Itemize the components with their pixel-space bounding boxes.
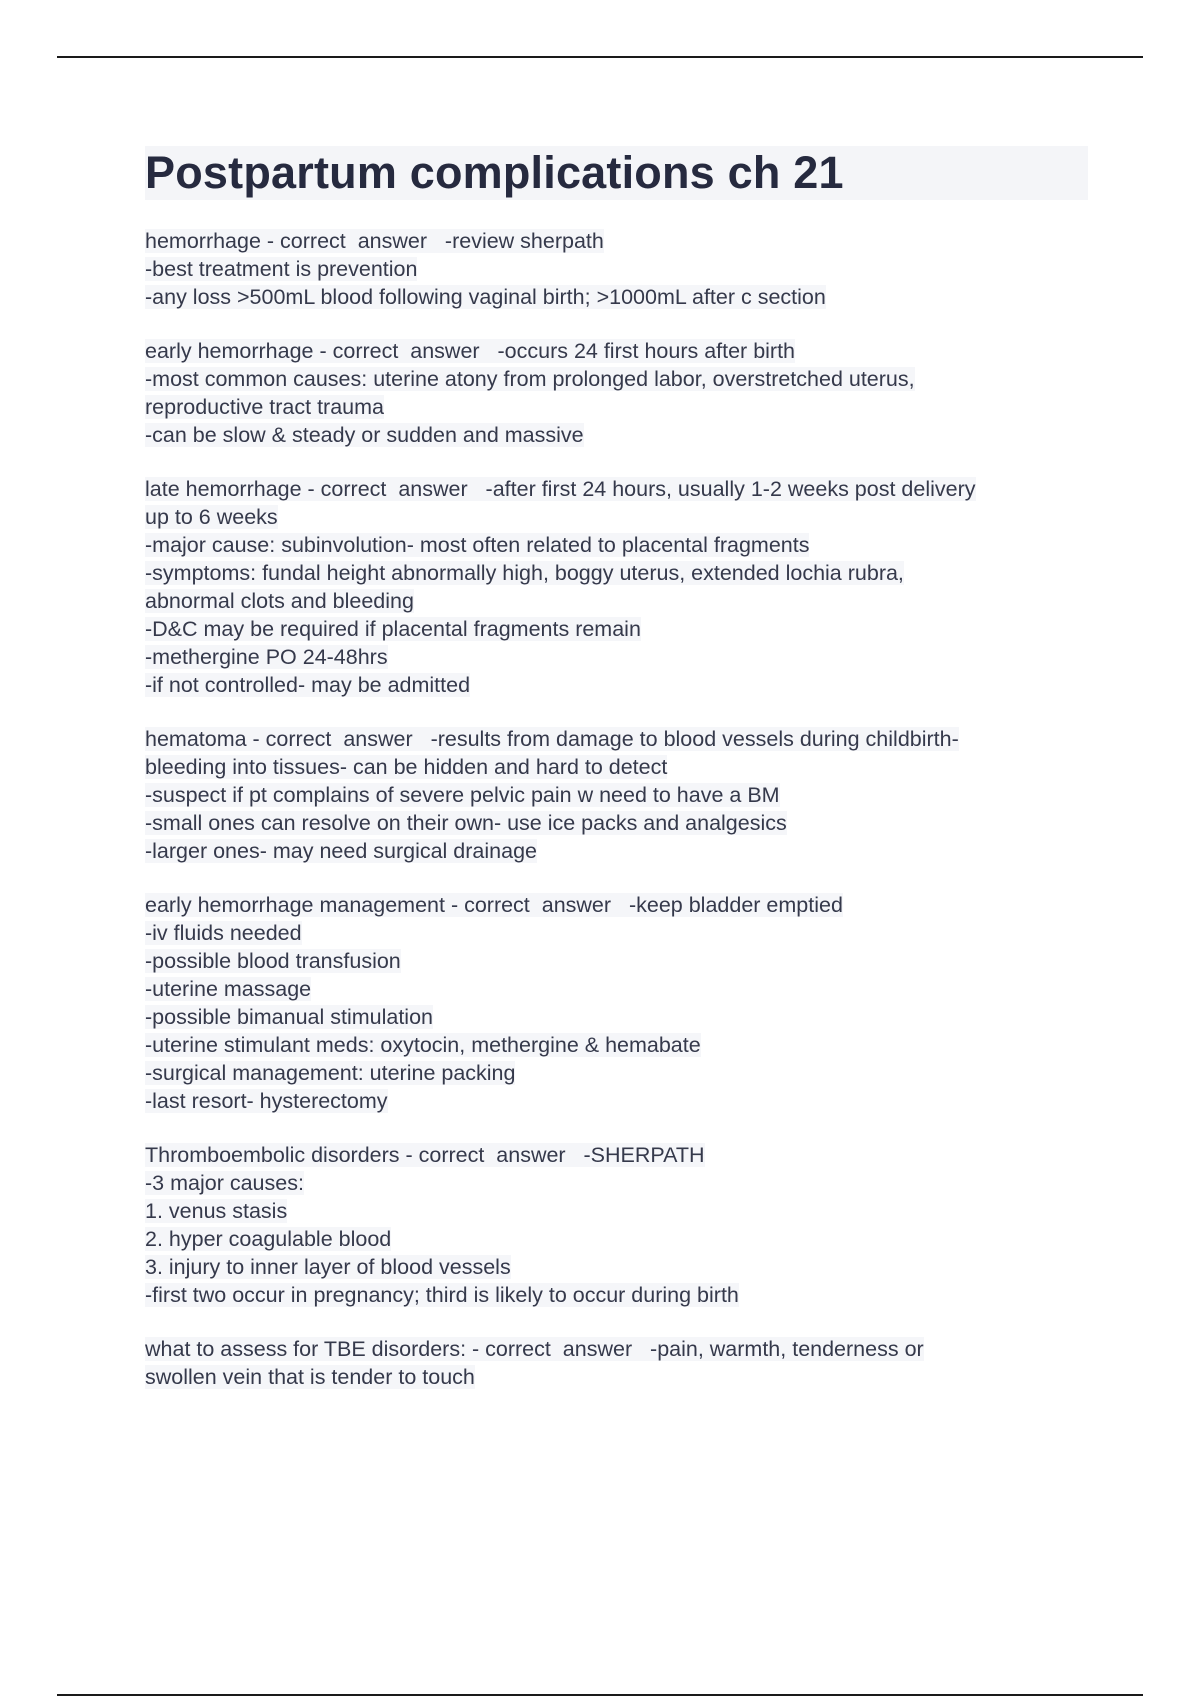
flashcard-line-text: early hemorrhage - correct answer -occurs 24 first hours after birth: [145, 339, 796, 363]
flashcard-line-text: -methergine PO 24-48hrs: [145, 645, 388, 669]
flashcard-answer-line: [145, 615, 1090, 643]
flashcard-answer-line: [145, 283, 1090, 311]
flashcard-term-line: [145, 337, 1090, 365]
flashcard-line-text: -3 major causes:: [145, 1171, 304, 1195]
flashcard-line-text: -can be slow & steady or sudden and massive: [145, 423, 584, 447]
flashcard-line-text: -uterine massage: [145, 977, 312, 1001]
flashcard-line-text: -larger ones- may need surgical drainage: [145, 839, 537, 863]
flashcard-answer-line: [145, 919, 1090, 947]
flashcard-answer-line: [145, 975, 1090, 1003]
flashcard-line-text: -uterine stimulant meds: oxytocin, methergine & hemabate: [145, 1033, 701, 1057]
flashcard-answer-line: [145, 587, 1090, 615]
flashcard-answer-line: [145, 671, 1090, 699]
flashcard-line-text: -D&C may be required if placental fragments remain: [145, 617, 641, 641]
flashcard-line-text: hemorrhage - correct answer -review sherpath: [145, 229, 604, 253]
flashcard: [145, 891, 1090, 1115]
flashcard: [145, 725, 1090, 865]
flashcard-answer-line: [145, 1003, 1090, 1031]
flashcard-line-text: -possible blood transfusion: [145, 949, 401, 973]
flashcard-answer-line: [145, 837, 1090, 865]
flashcard-line-text: swollen vein that is tender to touch: [145, 1365, 475, 1389]
flashcard-line-text: up to 6 weeks: [145, 505, 278, 529]
flashcard-line-text: bleeding into tissues- can be hidden and hard to detect: [145, 755, 668, 779]
flashcard-line-text: -any loss >500mL blood following vaginal birth; >1000mL after c section: [145, 285, 826, 309]
flashcard-line-text: abnormal clots and bleeding: [145, 589, 414, 613]
flashcard-line-text: -most common causes: uterine atony from prolonged labor, overstretched uterus,: [145, 367, 915, 391]
flashcard-line-text: hematoma - correct answer -results from damage to blood vessels during childbirth-: [145, 727, 959, 751]
flashcard-answer-line: [145, 503, 1090, 531]
flashcard-answer-line: [145, 1253, 1090, 1281]
flashcard-line-text: 3. injury to inner layer of blood vessels: [145, 1255, 511, 1279]
flashcard-answer-line: [145, 365, 1090, 393]
flashcard-answer-line: [145, 1087, 1090, 1115]
header-rule: [57, 56, 1143, 58]
flashcard: [145, 227, 1090, 311]
flashcard-line-text: -last resort- hysterectomy: [145, 1089, 388, 1113]
flashcard-term-line: [145, 1335, 1090, 1363]
flashcard-line-text: -iv fluids needed: [145, 921, 302, 945]
page-title: Postpartum complications ch 21: [145, 147, 844, 198]
flashcard-answer-line: [145, 393, 1090, 421]
flashcard-line-text: Thromboembolic disorders - correct answer -SHERPATH: [145, 1143, 705, 1167]
flashcard-answer-line: [145, 531, 1090, 559]
flashcard: [145, 337, 1090, 449]
flashcard-term-line: [145, 1141, 1090, 1169]
flashcard: [145, 1335, 1090, 1391]
flashcard-line-text: -small ones can resolve on their own- use ice packs and analgesics: [145, 811, 787, 835]
flashcard-term-line: [145, 725, 1090, 753]
flashcard-line-text: -best treatment is prevention: [145, 257, 418, 281]
flashcard-answer-line: [145, 809, 1090, 837]
flashcard-answer-line: [145, 643, 1090, 671]
flashcard: [145, 475, 1090, 699]
flashcard-line-text: -surgical management: uterine packing: [145, 1061, 516, 1085]
flashcard-answer-line: [145, 1281, 1090, 1309]
flashcard-line-text: reproductive tract trauma: [145, 395, 384, 419]
flashcard-answer-line: [145, 947, 1090, 975]
flashcard-line-text: -first two occur in pregnancy; third is likely to occur during birth: [145, 1283, 739, 1307]
flashcard-answer-line: [145, 1197, 1090, 1225]
flashcard-term-line: [145, 891, 1090, 919]
flashcard-line-text: -symptoms: fundal height abnormally high, boggy uterus, extended lochia rubra,: [145, 561, 904, 585]
flashcard-answer-line: [145, 255, 1090, 283]
flashcard-answer-line: [145, 1031, 1090, 1059]
flashcard-line-text: what to assess for TBE disorders: - correct answer -pain, warmth, tenderness or: [145, 1337, 924, 1361]
flashcard-line-text: late hemorrhage - correct answer -after first 24 hours, usually 1-2 weeks post delivery: [145, 477, 976, 501]
flashcard-answer-line: [145, 753, 1090, 781]
footer-rule: [57, 1694, 1143, 1696]
flashcard-answer-line: [145, 1225, 1090, 1253]
flashcard-line-text: -if not controlled- may be admitted: [145, 673, 471, 697]
flashcard-answer-line: [145, 781, 1090, 809]
flashcard-answer-line: [145, 421, 1090, 449]
flashcard-answer-line: [145, 1059, 1090, 1087]
flashcard-answer-line: [145, 1169, 1090, 1197]
flashcard-line-text: early hemorrhage management - correct answer -keep bladder emptied: [145, 893, 843, 917]
flashcard-line-text: -suspect if pt complains of severe pelvic pain w need to have a BM: [145, 783, 780, 807]
flashcard-answer-line: [145, 1363, 1090, 1391]
flashcard-term-line: [145, 475, 1090, 503]
flashcard-line-text: 1. venus stasis: [145, 1199, 288, 1223]
flashcard-line-text: -major cause: subinvolution- most often related to placental fragments: [145, 533, 810, 557]
flashcard-line-text: 2. hyper coagulable blood: [145, 1227, 392, 1251]
flashcard-answer-line: [145, 559, 1090, 587]
flashcard-term-line: [145, 227, 1090, 255]
flashcard-list: [145, 227, 1090, 1417]
title-block: [145, 146, 1088, 200]
flashcard: [145, 1141, 1090, 1309]
flashcard-line-text: -possible bimanual stimulation: [145, 1005, 434, 1029]
